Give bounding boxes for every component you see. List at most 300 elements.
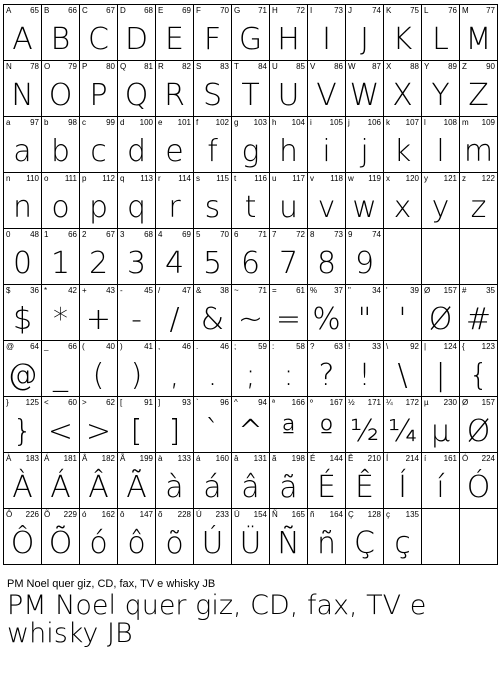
- glyph-cell: [4, 341, 42, 397]
- glyph-sample: K: [392, 21, 413, 57]
- glyph-label: I: [310, 6, 313, 15]
- glyph-sample: d: [126, 133, 147, 169]
- glyph-label: A: [6, 6, 12, 15]
- glyph-label: g: [234, 118, 239, 127]
- glyph-code: 210: [367, 454, 381, 463]
- glyph-label: ': [386, 286, 388, 295]
- glyph-code: 72: [296, 6, 305, 15]
- glyph-cell: [42, 453, 80, 509]
- glyph-cell: [308, 173, 346, 229]
- glyph-cell: [42, 117, 80, 173]
- glyph-row: [4, 173, 498, 229]
- glyph-sample: õ: [165, 525, 184, 561]
- glyph-row: [4, 229, 498, 285]
- glyph-cell: [346, 341, 384, 397]
- glyph-cell: [422, 173, 460, 229]
- glyph-code: 118: [330, 174, 343, 183]
- glyph-label: ?: [310, 342, 315, 351]
- glyph-cell: [346, 173, 384, 229]
- glyph-sample: ': [398, 301, 407, 337]
- glyph-label: &: [196, 286, 202, 295]
- glyph-label: Â: [82, 454, 88, 463]
- glyph-label: Ô: [6, 510, 13, 519]
- glyph-label: `: [196, 398, 199, 407]
- glyph-sample: Z: [468, 77, 489, 113]
- glyph-cell: [232, 509, 270, 565]
- glyph-sample: 7: [278, 245, 299, 281]
- glyph-code: 67: [106, 230, 115, 239]
- glyph-sample: S: [202, 77, 223, 113]
- glyph-label: Ø: [462, 398, 469, 407]
- glyph-sample: n: [12, 189, 32, 225]
- glyph-sample: 1: [50, 245, 71, 281]
- glyph-sample: R: [164, 77, 185, 113]
- glyph-sample: º: [319, 413, 334, 449]
- glyph-sample: $: [12, 301, 33, 337]
- glyph-cell: [270, 173, 308, 229]
- glyph-sample: G: [238, 21, 263, 57]
- glyph-code: 35: [486, 286, 495, 295]
- glyph-sample: ;: [245, 357, 256, 393]
- glyph-label: E: [158, 6, 164, 15]
- glyph-sample: {: [468, 357, 489, 393]
- glyph-label: B: [44, 6, 50, 15]
- glyph-cell: [346, 453, 384, 509]
- glyph-label: U: [272, 62, 278, 71]
- glyph-sample: c: [90, 133, 107, 169]
- glyph-code: 214: [405, 454, 419, 463]
- glyph-sample: i: [322, 133, 331, 169]
- glyph-label: b: [44, 118, 49, 127]
- glyph-sample: C: [88, 21, 109, 57]
- glyph-code: 116: [254, 174, 267, 183]
- glyph-sample: z: [470, 189, 487, 225]
- glyph-cell: [308, 117, 346, 173]
- glyph-label: .: [196, 342, 199, 351]
- glyph-sample: h: [278, 133, 298, 169]
- glyph-cell: [156, 341, 194, 397]
- glyph-cell: [4, 229, 42, 285]
- glyph-label: 7: [272, 230, 277, 239]
- glyph-label: \: [386, 342, 389, 351]
- glyph-sample: V: [316, 77, 337, 113]
- glyph-sample: Ó: [466, 469, 491, 505]
- glyph-label: v: [310, 174, 314, 183]
- glyph-label: K: [386, 6, 392, 15]
- glyph-label: 0: [6, 230, 11, 239]
- glyph-label: Z: [462, 62, 467, 71]
- glyph-code: 122: [481, 174, 495, 183]
- glyph-label: /: [158, 286, 161, 295]
- glyph-cell: [118, 5, 156, 61]
- glyph-cell: [80, 397, 118, 453]
- glyph-sample: Á: [50, 469, 71, 505]
- glyph-cell: [308, 509, 346, 565]
- glyph-cell: [308, 61, 346, 117]
- glyph-label: S: [196, 62, 202, 71]
- glyph-code: 92: [410, 342, 419, 351]
- glyph-label: j: [348, 118, 350, 127]
- glyph-sample: >: [85, 413, 112, 449]
- glyph-sample: o: [51, 189, 70, 225]
- glyph-code: 100: [139, 118, 153, 127]
- glyph-cell: [156, 61, 194, 117]
- glyph-label: N: [6, 62, 12, 71]
- glyph-code: 62: [106, 398, 115, 407]
- glyph-code: 123: [481, 342, 495, 351]
- glyph-code: 66: [68, 6, 77, 15]
- glyph-cell: [232, 397, 270, 453]
- glyph-code: 103: [253, 118, 267, 127]
- glyph-label: |: [424, 342, 427, 351]
- glyph-code: 41: [144, 342, 153, 351]
- glyph-cell: [118, 285, 156, 341]
- glyph-sample: v: [317, 189, 336, 225]
- glyph-code: 105: [329, 118, 343, 127]
- glyph-code: 71: [258, 6, 267, 15]
- glyph-code: 72: [296, 230, 305, 239]
- glyph-label: F: [196, 6, 201, 15]
- glyph-sample: L: [432, 21, 449, 57]
- glyph-label: ½: [348, 398, 355, 407]
- glyph-sample: F: [203, 21, 222, 57]
- glyph-label: â: [234, 454, 239, 463]
- glyph-code: 181: [63, 454, 77, 463]
- glyph-code: 87: [372, 62, 381, 71]
- glyph-label: Ã: [120, 454, 126, 463]
- glyph-label: ]: [158, 398, 161, 407]
- glyph-code: 39: [410, 286, 419, 295]
- glyph-cell: [156, 5, 194, 61]
- glyph-code: 128: [367, 510, 381, 519]
- glyph-code: 81: [144, 62, 153, 71]
- glyph-sample: Õ: [48, 525, 73, 561]
- glyph-sample: #: [465, 301, 492, 337]
- glyph-cell: [42, 397, 80, 453]
- glyph-sample: Í: [398, 469, 407, 505]
- glyph-cell: [232, 117, 270, 173]
- glyph-sample: Ü: [239, 525, 262, 561]
- glyph-sample: t: [244, 189, 257, 225]
- glyph-sample: u: [278, 189, 298, 225]
- glyph-label: w: [348, 174, 354, 183]
- empty-cell: [422, 229, 460, 285]
- glyph-code: 228: [177, 510, 191, 519]
- glyph-label: 6: [234, 230, 239, 239]
- glyph-sample: .: [207, 357, 218, 393]
- glyph-cell: [80, 229, 118, 285]
- glyph-code: 66: [68, 342, 77, 351]
- glyph-sample: Q: [124, 77, 149, 113]
- glyph-row: [4, 285, 498, 341]
- glyph-label: Ü: [234, 510, 240, 519]
- glyph-sample: +: [85, 301, 112, 337]
- glyph-sample: *: [53, 301, 68, 337]
- glyph-label: $: [6, 286, 11, 295]
- glyph-cell: [232, 453, 270, 509]
- glyph-label: ~: [234, 286, 239, 295]
- glyph-sample: [422, 523, 459, 564]
- glyph-sample: í: [436, 469, 445, 505]
- glyph-code: 77: [486, 6, 495, 15]
- glyph-sample: 3: [126, 245, 147, 281]
- glyph-cell: [270, 509, 308, 565]
- glyph-label: ¼: [386, 398, 393, 407]
- glyph-code: 115: [216, 174, 229, 183]
- glyph-sample: Â: [88, 469, 109, 505]
- glyph-code: 171: [367, 398, 381, 407]
- glyph-sample: ô: [127, 525, 146, 561]
- glyph-cell: [308, 5, 346, 61]
- glyph-code: 79: [68, 62, 77, 71]
- glyph-cell: [194, 285, 232, 341]
- glyph-label: Á: [44, 454, 50, 463]
- glyph-code: 166: [291, 398, 305, 407]
- glyph-sample: ): [130, 357, 143, 393]
- glyph-code: 101: [177, 118, 191, 127]
- glyph-label: c: [82, 118, 86, 127]
- glyph-label: r: [158, 174, 161, 183]
- glyph-code: 135: [405, 510, 419, 519]
- glyph-label: µ: [424, 398, 429, 407]
- glyph-code: 82: [182, 62, 191, 71]
- glyph-cell: [422, 285, 460, 341]
- glyph-label: ,: [158, 342, 161, 351]
- glyph-sample: \: [397, 357, 408, 393]
- glyph-label: :: [272, 342, 275, 351]
- glyph-code: 182: [101, 454, 115, 463]
- glyph-sample: !: [358, 357, 371, 393]
- glyph-cell: [270, 229, 308, 285]
- empty-cell: [460, 509, 498, 565]
- glyph-cell: [346, 509, 384, 565]
- glyph-label: m: [462, 118, 469, 127]
- glyph-label: C: [82, 6, 88, 15]
- glyph-label: Ç: [348, 510, 354, 519]
- glyph-sample: Ú: [201, 525, 224, 561]
- empty-cell: [422, 509, 460, 565]
- glyph-cell: [156, 453, 194, 509]
- glyph-cell: [384, 285, 422, 341]
- glyph-sample: y: [431, 189, 450, 225]
- glyph-sample: }: [12, 413, 33, 449]
- glyph-code: 85: [296, 62, 305, 71]
- glyph-label: 9: [348, 230, 353, 239]
- glyph-code: 74: [372, 6, 381, 15]
- glyph-code: 161: [443, 454, 457, 463]
- glyph-code: 68: [144, 230, 153, 239]
- glyph-sample: 0: [12, 245, 33, 281]
- glyph-cell: [346, 285, 384, 341]
- glyph-label: h: [272, 118, 277, 127]
- glyph-code: 96: [220, 398, 229, 407]
- glyph-sample: :: [283, 357, 294, 393]
- glyph-cell: [270, 61, 308, 117]
- glyph-code: 76: [448, 6, 457, 15]
- glyph-label: W: [348, 62, 356, 71]
- glyph-sample: %: [312, 301, 341, 337]
- glyph-label: ;: [234, 342, 237, 351]
- glyph-sample: =: [275, 301, 302, 337]
- glyph-label: {: [462, 342, 465, 351]
- glyph-sample: `: [205, 413, 220, 449]
- glyph-cell: [118, 229, 156, 285]
- glyph-cell: [80, 285, 118, 341]
- glyph-sample: ~: [237, 301, 264, 337]
- glyph-code: 199: [139, 454, 153, 463]
- glyph-cell: [232, 285, 270, 341]
- glyph-cell: [346, 397, 384, 453]
- glyph-cell: [232, 61, 270, 117]
- glyph-code: 63: [334, 342, 343, 351]
- glyph-code: 66: [68, 230, 77, 239]
- glyph-sample: D: [124, 21, 149, 57]
- glyph-sample: ª: [281, 413, 296, 449]
- glyph-sample: _: [53, 357, 68, 393]
- glyph-sample: x: [393, 189, 412, 225]
- glyph-code: 226: [25, 510, 39, 519]
- glyph-sample: E: [165, 21, 184, 57]
- glyph-code: 121: [443, 174, 457, 183]
- glyph-code: 80: [106, 62, 115, 71]
- glyph-cell: [80, 173, 118, 229]
- glyph-code: 46: [182, 342, 191, 351]
- glyph-cell: [384, 61, 422, 117]
- glyph-label: Q: [120, 62, 127, 71]
- glyph-sample: ½: [349, 413, 380, 449]
- glyph-code: 164: [329, 510, 343, 519]
- glyph-code: 104: [291, 118, 305, 127]
- glyph-sample: /: [169, 301, 180, 337]
- glyph-cell: [80, 453, 118, 509]
- glyph-cell: [42, 229, 80, 285]
- glyph-cell: [156, 229, 194, 285]
- glyph-label: x: [386, 174, 390, 183]
- glyph-sample: 2: [88, 245, 109, 281]
- glyph-row: [4, 397, 498, 453]
- glyph-cell: [80, 61, 118, 117]
- glyph-cell: [270, 341, 308, 397]
- glyph-code: 165: [291, 510, 305, 519]
- glyph-label: =: [272, 286, 277, 295]
- glyph-code: 37: [334, 286, 343, 295]
- glyph-sample: l: [436, 133, 445, 169]
- glyph-code: 172: [405, 398, 419, 407]
- glyph-cell: [194, 509, 232, 565]
- glyph-cell: [422, 453, 460, 509]
- glyph-code: 97: [30, 118, 39, 127]
- glyph-code: 229: [63, 510, 77, 519]
- glyph-label: à: [158, 454, 163, 463]
- glyph-cell: [308, 453, 346, 509]
- glyph-sample: j: [360, 133, 369, 169]
- empty-cell: [384, 229, 422, 285]
- glyph-sample: b: [50, 133, 71, 169]
- glyph-label: _: [44, 342, 49, 351]
- glyph-label: i: [310, 118, 312, 127]
- glyph-code: 198: [291, 454, 305, 463]
- glyph-code: 112: [102, 174, 115, 183]
- glyph-cell: [42, 61, 80, 117]
- glyph-code: 120: [405, 174, 419, 183]
- glyph-cell: [4, 117, 42, 173]
- glyph-cell: [460, 397, 498, 453]
- glyph-code: 119: [368, 174, 381, 183]
- glyph-code: 117: [292, 174, 305, 183]
- glyph-cell: [194, 173, 232, 229]
- glyph-sample: [: [130, 413, 143, 449]
- glyph-code: 73: [334, 230, 343, 239]
- glyph-cell: [194, 117, 232, 173]
- glyph-sample: 4: [164, 245, 185, 281]
- glyph-cell: [232, 5, 270, 61]
- glyph-label: ã: [272, 454, 277, 463]
- glyph-sample: A: [12, 21, 33, 57]
- glyph-label: ñ: [310, 510, 315, 519]
- glyph-sample: Ø: [428, 301, 453, 337]
- glyph-code: 98: [68, 118, 77, 127]
- glyph-cell: [80, 5, 118, 61]
- glyph-code: 154: [253, 510, 267, 519]
- glyph-code: 46: [220, 342, 229, 351]
- glyph-cell: [4, 285, 42, 341]
- glyph-cell: [4, 61, 42, 117]
- glyph-code: 107: [405, 118, 419, 127]
- character-map-grid: [3, 4, 498, 565]
- glyph-label: u: [272, 174, 277, 183]
- glyph-code: 78: [30, 62, 39, 71]
- glyph-label: í: [424, 454, 427, 463]
- glyph-cell: [194, 229, 232, 285]
- glyph-sample: Ø: [466, 413, 491, 449]
- glyph-label: O: [44, 62, 51, 71]
- glyph-label: ": [348, 286, 351, 295]
- glyph-sample: M: [465, 21, 492, 57]
- glyph-code: 162: [101, 510, 115, 519]
- glyph-row: [4, 341, 498, 397]
- glyph-cell: [118, 61, 156, 117]
- glyph-code: 183: [25, 454, 39, 463]
- glyph-label: }: [6, 398, 9, 407]
- glyph-cell: [118, 397, 156, 453]
- glyph-label: 4: [158, 230, 163, 239]
- glyph-sample: µ: [430, 413, 451, 449]
- glyph-sample: ,: [169, 357, 180, 393]
- glyph-sample: T: [241, 77, 260, 113]
- glyph-code: 108: [443, 118, 457, 127]
- glyph-code: 144: [329, 454, 343, 463]
- glyph-cell: [4, 5, 42, 61]
- glyph-code: 167: [329, 398, 343, 407]
- glyph-sample: ]: [168, 413, 181, 449]
- glyph-cell: [194, 5, 232, 61]
- glyph-sample: B: [50, 21, 71, 57]
- glyph-code: 43: [106, 286, 115, 295]
- glyph-label: [: [120, 398, 123, 407]
- sample-text-small: PM Noel quer giz, CD, fax, TV e whisky JB: [7, 578, 216, 590]
- glyph-sample: -: [131, 301, 142, 337]
- glyph-code: 64: [30, 342, 39, 351]
- glyph-code: 114: [178, 174, 191, 183]
- glyph-code: 65: [30, 6, 39, 15]
- glyph-label: À: [6, 454, 12, 463]
- glyph-code: 89: [448, 62, 457, 71]
- glyph-label: T: [234, 62, 239, 71]
- glyph-sample: 6: [240, 245, 261, 281]
- glyph-sample: É: [317, 469, 336, 505]
- glyph-label: 2: [82, 230, 87, 239]
- glyph-sample: [384, 243, 421, 284]
